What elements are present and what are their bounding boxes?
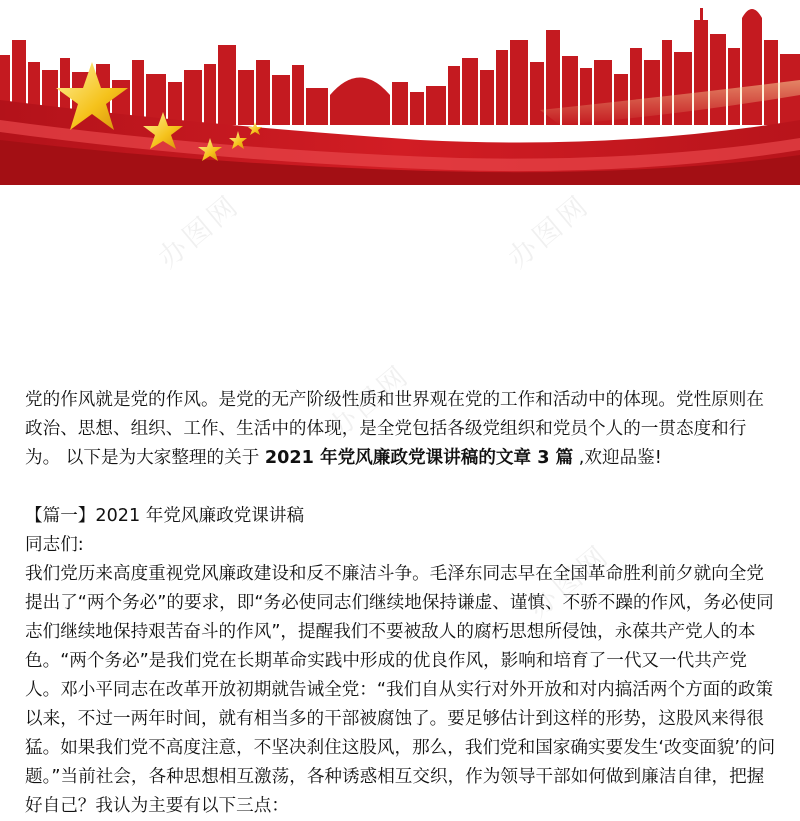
body-paragraph: 我们党历来高度重视党风廉政建设和反不廉洁斗争。毛泽东同志早在全国革命胜利前夕就向全党提出了“两个务必”的要求，即“务必使同志们继续地保持谦虚、谨慎、不骄不躁的作风，务必使同志们继续地保持艰苦奋斗的作风”，提醒我们不要被敌人的腐朽思想所侵蚀，永葆共产党人的本色。“两个务必”是我们党在长期革命实践中形成的优良作风，影响和培育了一代又一代共产党人。邓小平同志在改革开放初期就告诫全党：“我们自从实行对外开放和对内搞活两个方面的政策以来，不过一两年时间，就有相当多的干部被腐蚀了。要足够估计到这样的形势，这股风来得很猛。如果我们党不高度注意，不坚决刹住这股风，那么，我们党和国家确实要发生‘改变面貌’的问题。”当前社会，各种思想相互激荡，各种诱惑相互交织，作为领导干部如何做到廉洁自律，把握好自己？我认为主要有以下三点： (25, 564, 776, 816)
banner-graphic (0, 0, 800, 185)
watermark: 办图网 (501, 187, 597, 275)
watermark: 办图网 (321, 357, 417, 445)
document-body (25, 386, 780, 821)
intro-ending: ,欢迎品鉴! (573, 448, 662, 468)
intro-bold-title: 2021 年党风廉政党课讲稿的文章 3 篇 (264, 448, 574, 468)
intro-paragraph (25, 386, 780, 473)
header-banner (0, 0, 800, 185)
intro-text: 党的作风就是党的作风。是党的无产阶级性质和世界观在党的工作和活动中的体现。党性原则在政治、思想、组织、工作、生活中的体现，是全党包括各级党组织和党员个人的一贯态度和行为。 以下是为大家整理的关于 (25, 390, 764, 468)
watermark: 办图网 (151, 187, 247, 275)
watermark: 办图网 (521, 537, 617, 625)
salutation: 同志们: (25, 535, 84, 555)
section-title: 【篇一】2021 年党风廉政党课讲稿 (25, 506, 305, 526)
